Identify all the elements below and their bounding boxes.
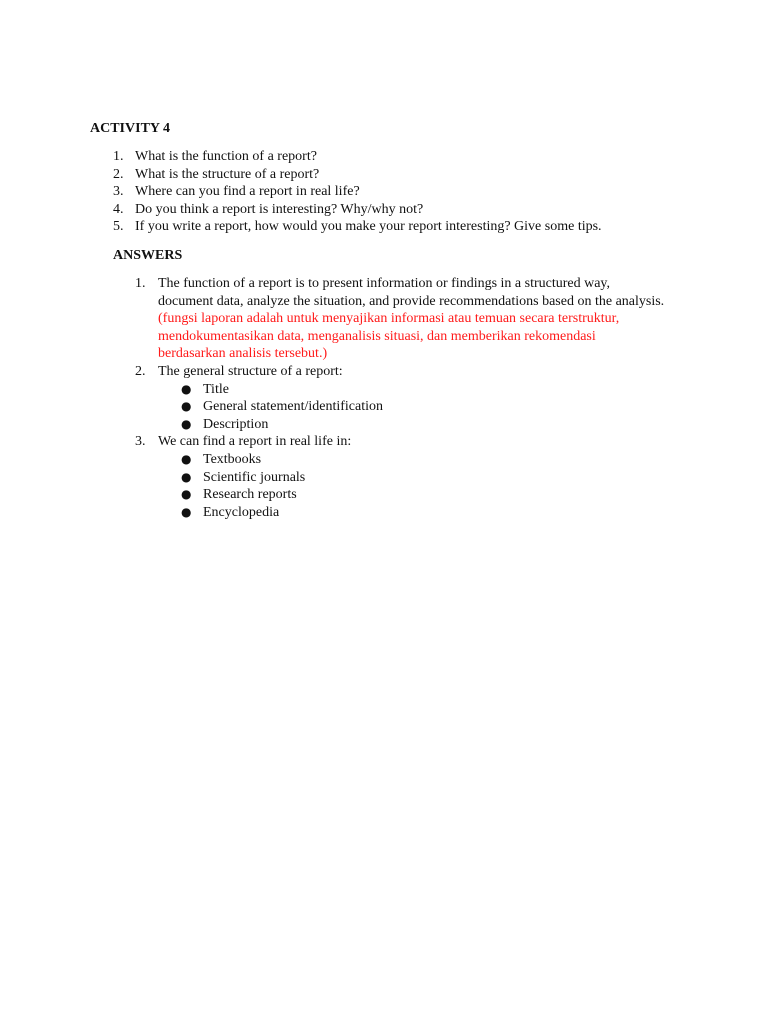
bullet-item: [181, 398, 665, 416]
list-number: 3.: [113, 184, 124, 200]
bullet-item: [181, 381, 665, 399]
list-number: 1.: [113, 149, 124, 164]
bullet-item: [181, 451, 665, 469]
bullet-text: General statement/identification: [203, 399, 383, 415]
question-text: If you write a report, how would you make your report interesting? Give some tips.: [135, 219, 602, 235]
question-text: Do you think a report is interesting? Why/why not?: [135, 201, 424, 217]
bullet-list: [158, 381, 665, 434]
bullet-list: [158, 451, 665, 521]
list-number: 4.: [113, 201, 124, 217]
bullet-icon: ●: [181, 504, 192, 519]
answer-text: The function of a report is to present information or findings in a structured way, document data, analyze the situation, and provide recommendations based on the analysis.: [158, 276, 665, 309]
bullet-text: Encyclopedia: [203, 504, 280, 520]
list-item: [113, 183, 713, 201]
answer-list: [135, 275, 665, 521]
bullet-icon: ●: [181, 487, 192, 502]
list-item: [113, 148, 713, 166]
list-number: 2.: [135, 363, 146, 379]
list-number: 1.: [135, 276, 146, 291]
question-list: [113, 148, 713, 236]
bullet-icon: ●: [181, 381, 192, 396]
question-text: What is the structure of a report?: [135, 166, 320, 182]
list-item: [113, 218, 713, 236]
list-item: [113, 201, 713, 219]
answer-item: [135, 275, 665, 363]
activity-title: ACTIVITY 4: [90, 121, 170, 136]
bullet-icon: ●: [181, 416, 192, 431]
list-number: 3.: [135, 434, 146, 450]
question-text: Where can you find a report in real life?: [135, 184, 360, 200]
bullet-item: [181, 416, 665, 434]
list-item: [113, 166, 713, 184]
bullet-text: Research reports: [203, 487, 297, 503]
answer-text: We can find a report in real life in:: [158, 434, 352, 450]
bullet-text: Title: [203, 381, 229, 397]
bullet-text: Scientific journals: [203, 469, 306, 485]
list-number: 2.: [113, 166, 124, 182]
answers-title: ANSWERS: [113, 248, 183, 263]
bullet-text: Textbooks: [203, 451, 262, 467]
bullet-icon: ●: [181, 399, 192, 414]
bullet-item: [181, 486, 665, 504]
bullet-item: [181, 469, 665, 487]
bullet-item: [181, 504, 665, 522]
translation-text: (fungsi laporan adalah untuk menyajikan informasi atau temuan secara terstruktur, mendokumentasikan data, menganalisis situasi, dan memberikan rekomendasi berdasarkan analisis tersebut.): [158, 311, 620, 362]
answer-item: [135, 363, 665, 433]
bullet-icon: ●: [181, 451, 192, 466]
bullet-icon: ●: [181, 469, 192, 484]
question-text: What is the function of a report?: [135, 149, 317, 164]
answer-text: The general structure of a report:: [158, 363, 343, 379]
bullet-text: Description: [203, 416, 269, 432]
list-number: 5.: [113, 219, 124, 235]
answer-item: [135, 433, 665, 521]
